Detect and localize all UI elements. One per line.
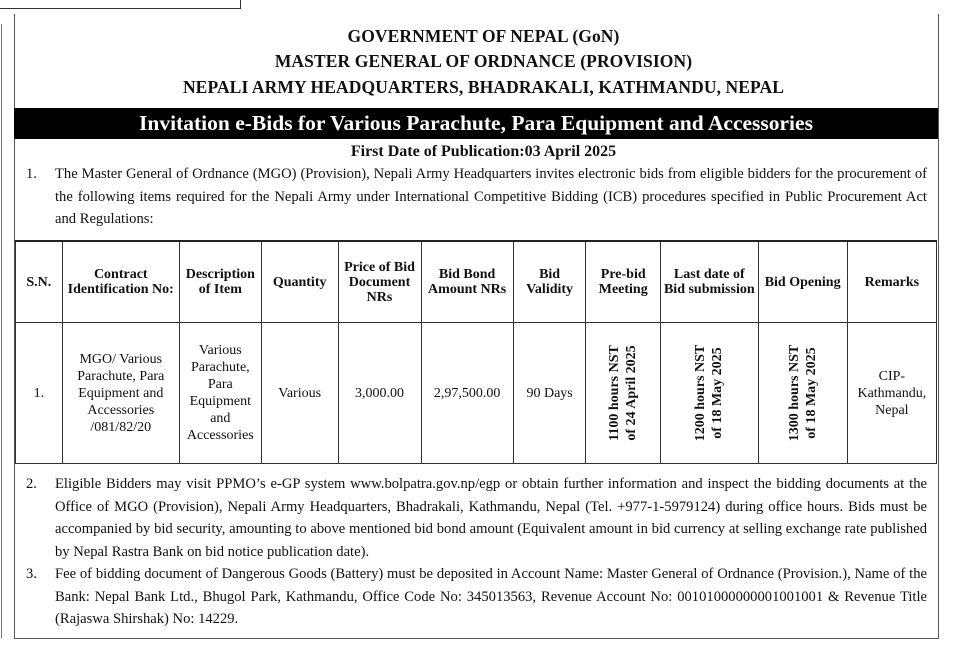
col-header-contract: Contract Identification No: xyxy=(62,241,179,323)
top-border-divider xyxy=(240,0,241,9)
col-header-validity: Bid Validity xyxy=(513,241,586,323)
cell-lastdate-line2: of 18 May 2025 xyxy=(710,347,726,439)
cell-opening-line1: 1300 hours NST xyxy=(786,344,802,442)
col-header-remarks: Remarks xyxy=(847,241,936,323)
cell-price: 3,000.00 xyxy=(338,323,421,464)
notice-title-banner: Invitation e-Bids for Various Parachute, Para Equipment and Accessories xyxy=(14,108,938,139)
paragraph-1-number: 1. xyxy=(26,166,37,182)
cell-prebid-line1: 1100 hours NST xyxy=(607,345,623,441)
col-header-lastdate: Last date of Bid submission xyxy=(661,241,758,323)
cell-validity: 90 Days xyxy=(513,323,586,464)
col-header-prebid: Pre-bid Meeting xyxy=(586,241,661,323)
cell-opening xyxy=(758,323,847,464)
cell-contract: MGO/ Various Parachute, Para Equipment and Accessories /081/82/20 xyxy=(62,323,179,464)
top-border-line xyxy=(0,8,240,9)
top-border-strip xyxy=(0,0,967,10)
table-row xyxy=(16,323,937,464)
cell-sn: 1. xyxy=(16,323,63,464)
cell-prebid-line2: of 24 April 2025 xyxy=(624,345,640,441)
col-header-description: Description of Item xyxy=(179,241,261,323)
cell-bond: 2,97,500.00 xyxy=(421,323,513,464)
cell-lastdate xyxy=(661,323,758,464)
table-header-row xyxy=(16,241,937,323)
bid-table xyxy=(15,240,937,464)
header-address: NEPALI ARMY HEADQUARTERS, BHADRAKALI, KATHMANDU, NEPAL xyxy=(182,77,785,97)
cell-quantity: Various xyxy=(261,323,338,464)
cell-remarks: CIP- Kathmandu, Nepal xyxy=(847,323,936,464)
cell-prebid xyxy=(586,323,661,464)
paragraph-3-text: Fee of bidding document of Dangerous Goods (Battery) must be deposited in Account Name: Master General of Ordnance (Provision.), Name of the Bank: Nepal Bank Ltd., Bhugol Park, Kathmandu, Office Code No: 345013563, Revenue Account No: 00101000000001001001 & Revenue Title (Rajaswa Shirshak) No: 14229. xyxy=(55,566,927,627)
header-government: GOVERNMENT OF NEPAL (GoN) xyxy=(347,26,620,46)
col-header-price: Price of Bid Document NRs xyxy=(338,241,421,323)
paragraph-1-text: The Master General of Ordnance (MGO) (Provision), Nepali Army Headquarters invites electronic bids from eligible bidders for the procurement of the following items required for the Nepali Army under International Competitive Bidding (ICB) procedures specified in Public Procurement Act and Regulations: xyxy=(55,166,927,227)
publication-date: First Date of Publication:03 April 2025 xyxy=(350,143,617,160)
col-header-sn: S.N. xyxy=(16,241,63,323)
cell-description: Various Parachute, Para Equipment and Accessories xyxy=(179,323,261,464)
cell-lastdate-line1: 1200 hours NST xyxy=(693,344,709,442)
paragraph-2-text: Eligible Bidders may visit PPMO’s e-GP system www.bolpatra.gov.np/egp or obtain further information and inspect the bidding documents at the Office of MGO (Provision), Nepali Army Headquarters, Bhadrakali, Kathmandu, Nepal (Tel. +977-1-5979124) during office hours. Bids must be accompanied by bid security, amounting to above mentioned bid bond amount (Equivalent amount in bid currency at selling exchange rate published by Nepal Rastra Bank on bid notice publication date). xyxy=(55,476,927,560)
header-mgo: MASTER GENERAL OF ORDNANCE (PROVISION) xyxy=(274,51,693,71)
paragraph-2-number: 2. xyxy=(26,476,37,492)
col-header-bond: Bid Bond Amount NRs xyxy=(421,241,513,323)
left-edge-line xyxy=(1,24,2,638)
paragraph-3-number: 3. xyxy=(26,566,37,582)
col-header-opening: Bid Opening xyxy=(758,241,847,323)
col-header-quantity: Quantity xyxy=(261,241,338,323)
cell-opening-line2: of 18 May 2025 xyxy=(803,347,819,439)
